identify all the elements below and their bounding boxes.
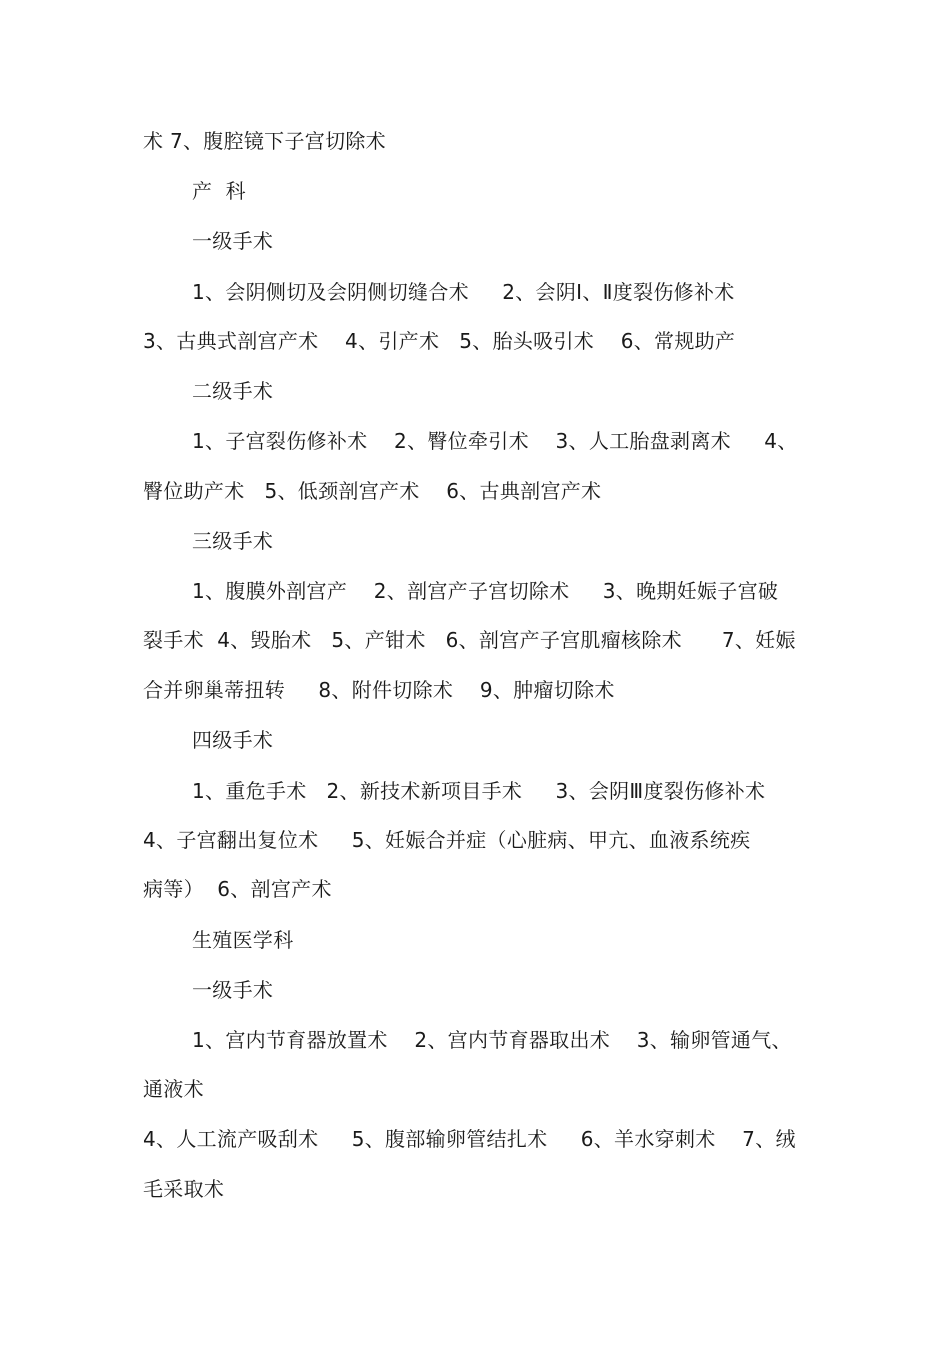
section-heading-reproductive-medicine: 生殖医学科 [192,928,294,952]
level-heading: 一级手术 [192,229,274,253]
text-line: 4、人工流产吸刮术 5、腹部输卵管结扎术 6、羊水穿刺术 7、绒 [143,1127,796,1151]
text-line: 通液术 [143,1077,204,1101]
text-line: 病等） 6、剖宫产术 [143,877,332,901]
text-line: 4、子宫翻出复位术 5、妊娠合并症（心脏病、甲亢、血液系统疾 [143,828,751,852]
text-line: 术 7、腹腔镜下子宫切除术 [143,129,386,153]
text-line: 1、子宫裂伤修补术 2、臀位牵引术 3、人工胎盘剥离术 4、 [192,429,798,453]
level-heading: 三级手术 [192,529,274,553]
level-heading: 二级手术 [192,379,274,403]
level-heading: 一级手术 [192,978,274,1002]
text-line: 合并卵巢蒂扭转 8、附件切除术 9、肿瘤切除术 [143,678,615,702]
text-line: 臀位助产术 5、低颈剖宫产术 6、古典剖宫产术 [143,479,602,503]
text-line: 1、重危手术 2、新技术新项目手术 3、会阴Ⅲ度裂伤修补术 [192,779,766,803]
text-line: 3、古典式剖宫产术 4、引产术 5、胎头吸引术 6、常规助产 [143,329,736,353]
text-line: 1、腹膜外剖宫产 2、剖宫产子宫切除术 3、晚期妊娠子宫破 [192,579,779,603]
level-heading: 四级手术 [192,728,274,752]
text-line: 裂手术 4、毁胎术 5、产钳术 6、剖宫产子宫肌瘤核除术 7、妊娠 [143,628,796,652]
text-line: 1、宫内节育器放置术 2、宫内节育器取出术 3、输卵管通气、 [192,1028,792,1052]
text-line: 毛采取术 [143,1177,225,1201]
section-heading-obstetrics: 产 科 [192,179,246,203]
text-line: 1、会阴侧切及会阴侧切缝合术 2、会阴Ⅰ、Ⅱ度裂伤修补术 [192,280,735,304]
